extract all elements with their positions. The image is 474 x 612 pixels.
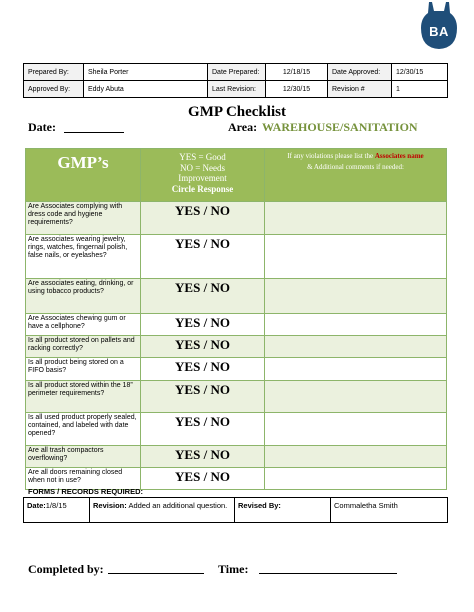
- legend-yes: YES = Good: [179, 152, 226, 162]
- document-header-table: [23, 63, 448, 98]
- revision-number-value: 1: [392, 81, 448, 98]
- question-cell: Are associates eating, drinking, or using tobacco products?: [26, 279, 141, 314]
- company-logo: [421, 2, 457, 50]
- revision-table: [23, 497, 448, 523]
- revision-date-value: 1/8/15: [45, 501, 67, 510]
- revision-note-cell: [90, 498, 235, 523]
- date-prepared-label: Date Prepared:: [208, 64, 266, 81]
- table-row: [26, 446, 447, 468]
- date-approved-value: 12/30/15: [392, 64, 448, 81]
- page-title: GMP Checklist: [188, 104, 286, 120]
- table-row: [26, 413, 447, 446]
- table-row: [26, 235, 447, 279]
- revision-date-cell: [24, 498, 90, 523]
- date-approved-label: Date Approved:: [328, 64, 392, 81]
- table-row: [26, 358, 447, 381]
- legend-no: NO = Needs: [179, 162, 226, 173]
- prepared-by-label: Prepared By:: [24, 64, 84, 81]
- time-label: Time:: [218, 562, 249, 576]
- table-row: [26, 202, 447, 235]
- comments-cell[interactable]: [265, 413, 447, 446]
- logo-text: BA: [429, 24, 449, 39]
- question-cell: Are Associates chewing gum or have a cellphone?: [26, 314, 141, 336]
- question-cell: Are all trash compactors overflowing?: [26, 446, 141, 468]
- gmp-column-header: GMP’s: [26, 149, 141, 202]
- date-prepared-value: 12/18/15: [266, 64, 328, 81]
- yes-no-response[interactable]: YES / NO: [141, 381, 265, 413]
- comments-cell[interactable]: [265, 381, 447, 413]
- question-cell: Is all used product properly sealed, contained, and labeled with date opened?: [26, 413, 141, 446]
- table-row: [26, 381, 447, 413]
- yes-no-response[interactable]: YES / NO: [141, 235, 265, 279]
- comments-cell[interactable]: [265, 446, 447, 468]
- area-label: Area:: [228, 120, 258, 134]
- response-column-header: [141, 149, 265, 202]
- yes-no-response[interactable]: YES / NO: [141, 279, 265, 314]
- approved-by-label: Approved By:: [24, 81, 84, 98]
- last-revision-value: 12/30/15: [266, 81, 328, 98]
- revision-value: Added an additional question.: [128, 501, 228, 510]
- table-row: [26, 314, 447, 336]
- revised-by-value: Commaletha Smith: [331, 498, 448, 523]
- yes-no-response[interactable]: YES / NO: [141, 202, 265, 235]
- comments-cell[interactable]: [265, 279, 447, 314]
- last-revision-label: Last Revision:: [208, 81, 266, 98]
- comments-cell[interactable]: [265, 314, 447, 336]
- question-cell: Are all doors remaining closed when not in use?: [26, 468, 141, 490]
- yes-no-response[interactable]: YES / NO: [141, 468, 265, 490]
- yes-no-response[interactable]: YES / NO: [141, 358, 265, 381]
- completed-by-label: Completed by:: [28, 562, 104, 576]
- revision-number-label: Revision #: [328, 81, 392, 98]
- prepared-by-value: Sheila Porter: [84, 64, 208, 81]
- revised-by-label: Revised By:: [235, 498, 331, 523]
- associates-name-text: Associates name: [374, 152, 424, 160]
- question-cell: Is all product stored on pallets and racking correctly?: [26, 336, 141, 358]
- comments-header-text: If any violations please list the: [287, 152, 375, 160]
- gmp-checklist-table: [25, 148, 447, 490]
- comments-cell[interactable]: [265, 468, 447, 490]
- revision-label: Revision:: [93, 501, 127, 510]
- table-row: [26, 279, 447, 314]
- yes-no-response[interactable]: YES / NO: [141, 446, 265, 468]
- comments-header-text-2: & Additional comments if needed:: [307, 163, 404, 171]
- legend-improvement: Improvement: [178, 173, 227, 183]
- yes-no-response[interactable]: YES / NO: [141, 314, 265, 336]
- table-row: [26, 336, 447, 358]
- time-line[interactable]: [259, 573, 397, 574]
- comments-cell[interactable]: [265, 358, 447, 381]
- comments-cell[interactable]: [265, 336, 447, 358]
- question-cell: Is all product stored within the 18” perimeter requirements?: [26, 381, 141, 413]
- circle-response-label: Circle Response: [171, 183, 234, 194]
- area-value: WAREHOUSE/SANITATION: [262, 120, 418, 134]
- revision-date-label: Date:: [27, 501, 46, 510]
- date-label: Date:: [28, 120, 56, 134]
- comments-cell[interactable]: [265, 202, 447, 235]
- yes-no-response[interactable]: YES / NO: [141, 413, 265, 446]
- approved-by-value: Eddy Abuta: [84, 81, 208, 98]
- question-cell: Are associates wearing jewelry, rings, watches, fingernail polish, false nails, or eyelashes?: [26, 235, 141, 279]
- forms-records-heading: FORMS / RECORDS REQUIRED:: [28, 487, 144, 496]
- comments-cell[interactable]: [265, 235, 447, 279]
- question-cell: Are Associates complying with dress code and hygiene requirements?: [26, 202, 141, 235]
- date-blank-line[interactable]: [64, 132, 124, 133]
- completed-by-line[interactable]: [108, 573, 204, 574]
- comments-column-header: [265, 149, 447, 202]
- yes-no-response[interactable]: YES / NO: [141, 336, 265, 358]
- question-cell: Is all product being stored on a FIFO basis?: [26, 358, 141, 381]
